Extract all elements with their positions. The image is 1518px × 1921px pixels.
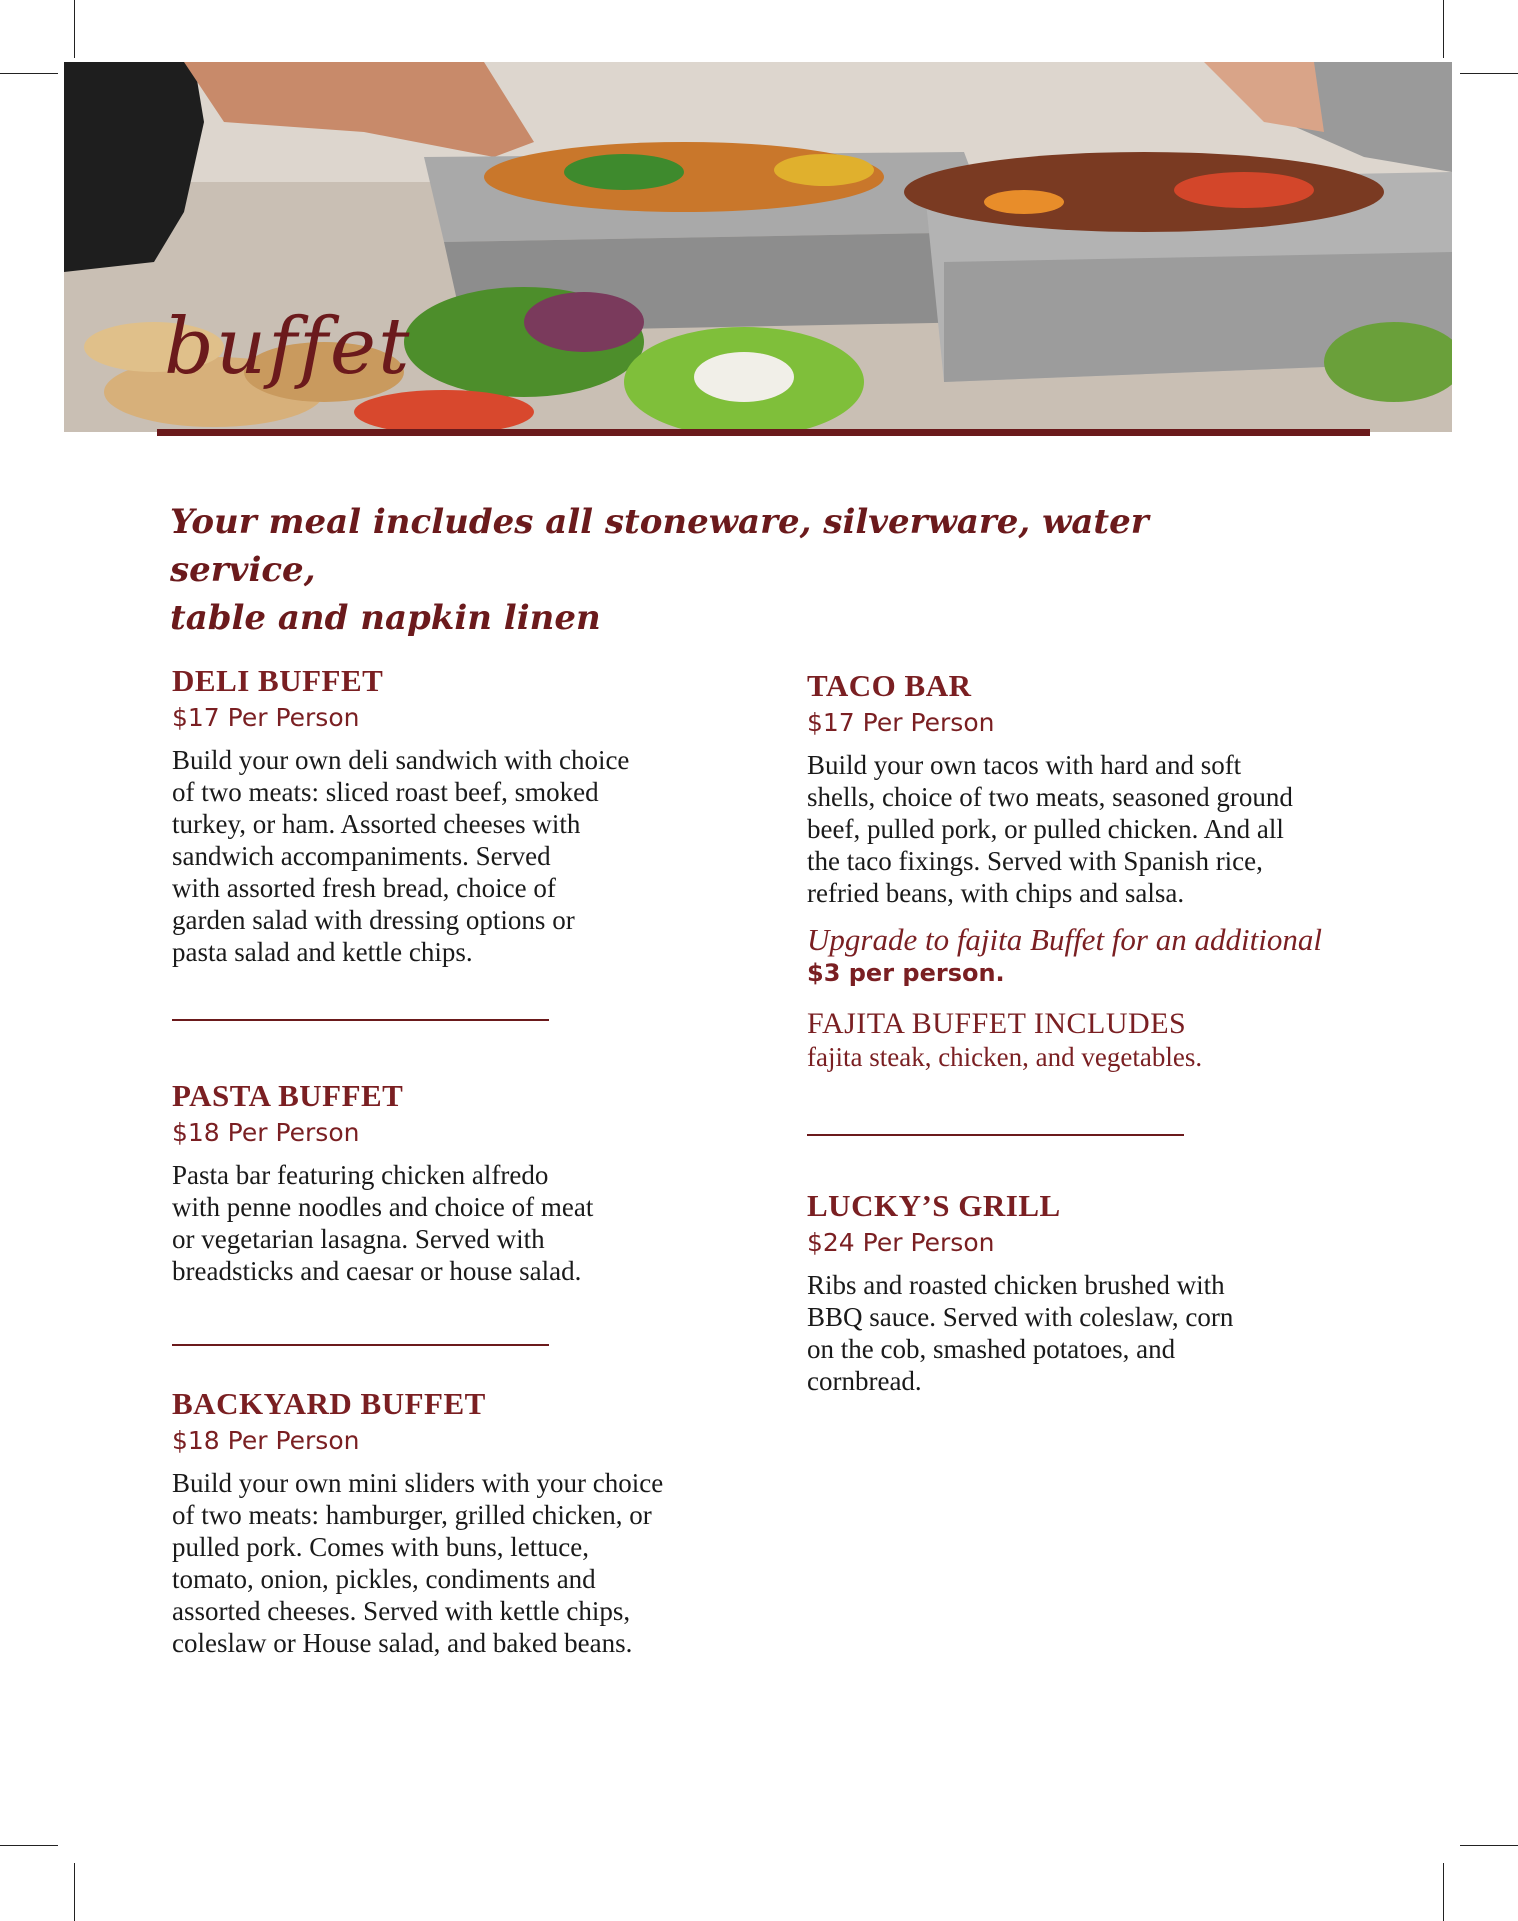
desc-line: on the cob, smashed potatoes, and — [807, 1334, 1176, 1364]
desc-line: or vegetarian lasagna. Served with — [172, 1224, 545, 1254]
desc-line: shells, choice of two meats, seasoned ground — [807, 782, 1293, 812]
section-description — [172, 1159, 732, 1287]
section-price: $17 Per Person — [172, 703, 360, 732]
desc-line: Ribs and roasted chicken brushed with — [807, 1270, 1225, 1300]
crop-mark — [0, 1845, 58, 1846]
crop-mark — [1460, 1845, 1518, 1846]
section-title: LUCKY’S GRILL — [807, 1188, 1061, 1223]
hero-title: buffet — [164, 302, 412, 392]
crop-mark — [0, 73, 58, 74]
section-title: TACO BAR — [807, 668, 972, 703]
crop-mark — [1443, 1863, 1444, 1921]
desc-line: beef, pulled pork, or pulled chicken. And all — [807, 814, 1284, 844]
section-title: DELI BUFFET — [172, 663, 384, 698]
section-taco-bar — [807, 669, 1387, 1073]
section-title: BACKYARD BUFFET — [172, 1386, 486, 1421]
section-description — [172, 744, 732, 968]
section-price: $17 Per Person — [807, 708, 995, 737]
fajita-includes-description: fajita steak, chicken, and vegetables. — [807, 1042, 1203, 1072]
desc-line: garden salad with dressing options or — [172, 905, 575, 935]
hero-banner — [64, 62, 1452, 432]
section-description — [172, 1467, 772, 1659]
desc-line: pasta salad and kettle chips. — [172, 937, 473, 967]
section-divider — [807, 1134, 1184, 1136]
desc-line: the taco fixings. Served with Spanish rice, — [807, 846, 1263, 876]
hero-underline — [157, 429, 1370, 436]
crop-mark — [74, 0, 75, 58]
desc-line: with assorted fresh bread, choice of — [172, 873, 556, 903]
section-title: PASTA BUFFET — [172, 1078, 404, 1113]
crop-mark — [1443, 0, 1444, 58]
desc-line: Build your own tacos with hard and soft — [807, 750, 1242, 780]
section-description — [807, 1269, 1387, 1397]
desc-line: assorted cheeses. Served with kettle chips, — [172, 1596, 631, 1626]
tagline — [170, 498, 1250, 642]
desc-line: refried beans, with chips and salsa. — [807, 878, 1185, 908]
desc-line: BBQ sauce. Served with coleslaw, corn — [807, 1302, 1234, 1332]
desc-line: cornbread. — [807, 1366, 922, 1396]
desc-line: coleslaw or House salad, and baked beans. — [172, 1628, 633, 1658]
crop-mark — [74, 1863, 75, 1921]
section-price: $18 Per Person — [172, 1426, 360, 1455]
desc-line: tomato, onion, pickles, condiments and — [172, 1564, 596, 1594]
section-backyard-buffet — [172, 1387, 772, 1659]
tagline-line: Your meal includes all stoneware, silverware, water service, — [170, 502, 1149, 590]
section-price: $18 Per Person — [172, 1118, 360, 1147]
section-divider — [172, 1019, 549, 1021]
desc-line: Build your own deli sandwich with choice — [172, 745, 630, 775]
section-pasta-buffet — [172, 1079, 732, 1287]
desc-line: breadsticks and caesar or house salad. — [172, 1256, 582, 1286]
desc-line: of two meats: hamburger, grilled chicken, or — [172, 1500, 652, 1530]
section-deli-buffet — [172, 664, 732, 968]
fajita-includes-title: FAJITA BUFFET INCLUDES — [807, 1007, 1187, 1040]
desc-line: sandwich accompaniments. Served — [172, 841, 551, 871]
desc-line: with penne noodles and choice of meat — [172, 1192, 594, 1222]
desc-line: turkey, or ham. Assorted cheeses with — [172, 809, 581, 839]
crop-mark — [1460, 73, 1518, 74]
tagline-line: table and napkin linen — [170, 598, 601, 638]
section-divider — [172, 1344, 549, 1346]
desc-line: of two meats: sliced roast beef, smoked — [172, 777, 599, 807]
section-luckys-grill — [807, 1189, 1387, 1397]
desc-line: pulled pork. Comes with buns, lettuce, — [172, 1532, 589, 1562]
upgrade-price: $3 per person. — [807, 959, 1005, 987]
desc-line: Build your own mini sliders with your choice — [172, 1468, 664, 1498]
section-price: $24 Per Person — [807, 1228, 995, 1257]
upgrade-note: Upgrade to fajita Buffet for an additional — [807, 922, 1322, 957]
desc-line: Pasta bar featuring chicken alfredo — [172, 1160, 549, 1190]
section-description — [807, 749, 1387, 909]
